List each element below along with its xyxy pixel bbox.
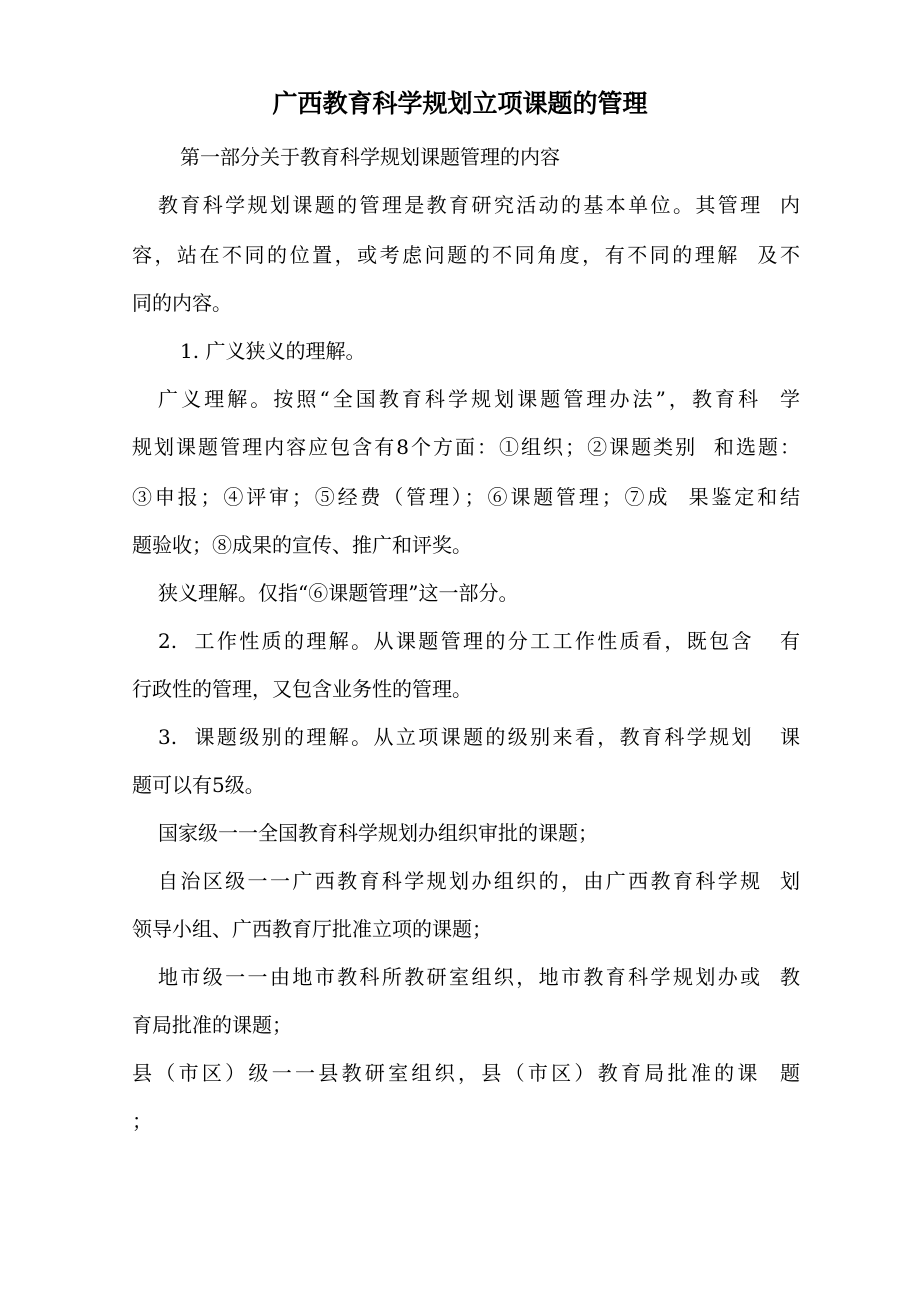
paragraph-line: 容，站在不同的位置，或考虑问题的不同角度，有不同的理解 及不 [132, 243, 800, 267]
paragraph-line: 题验收；⑧成果的宣传、推广和评奖。 [132, 533, 472, 557]
paragraph-line: 广义理解。按照“全国教育科学规划课题管理办法”，教育科 学 [158, 387, 800, 411]
paragraph-line: ； [132, 1109, 152, 1133]
paragraph-line: 3. 课题级别的理解。从立项课题的级别来看，教育科学规划 课 [158, 725, 800, 749]
paragraph-line: 育局批准的课题； [132, 1013, 292, 1037]
paragraph-line: 规划课题管理内容应包含有8个方面：①组织；②课题类别 和选题： [132, 435, 800, 459]
paragraph-line: 2. 工作性质的理解。从课题管理的分工工作性质看，既包含 有 [158, 629, 800, 653]
paragraph-line: 领导小组、广西教育厅批准立项的课题； [132, 917, 492, 941]
paragraph-line: 县（市区）级一一县教研室组织，县（市区）教育局批准的课 题 [132, 1061, 800, 1085]
paragraph-line: 自治区级一一广西教育科学规划办组织的，由广西教育科学规 划 [158, 869, 800, 893]
paragraph-line: ③申报；④评审；⑤经费（管理）；⑥课题管理；⑦成 果鉴定和结 [132, 485, 800, 509]
document-title: 广西教育科学规划立项课题的管理 [272, 89, 648, 118]
paragraph-line: 同的内容。 [132, 291, 232, 315]
paragraph-line: 国家级一一全国教育科学规划办组织审批的课题； [158, 821, 598, 845]
paragraph-line: 地市级一一由地市教科所教研室组织，地市教育科学规划办或 教 [158, 965, 800, 989]
section-heading: 第一部分关于教育科学规划课题管理的内容 [180, 145, 560, 169]
item-heading: 1. 广义狭义的理解。 [180, 339, 366, 363]
paragraph-line: 狭义理解。仅指“⑥课题管理”这一部分。 [158, 581, 519, 605]
paragraph-line: 教育科学规划课题的管理是教育研究活动的基本单位。其管理 内 [158, 193, 800, 217]
paragraph-line: 行政性的管理，又包含业务性的管理。 [132, 677, 472, 701]
paragraph-line: 题可以有5级。 [132, 773, 265, 797]
